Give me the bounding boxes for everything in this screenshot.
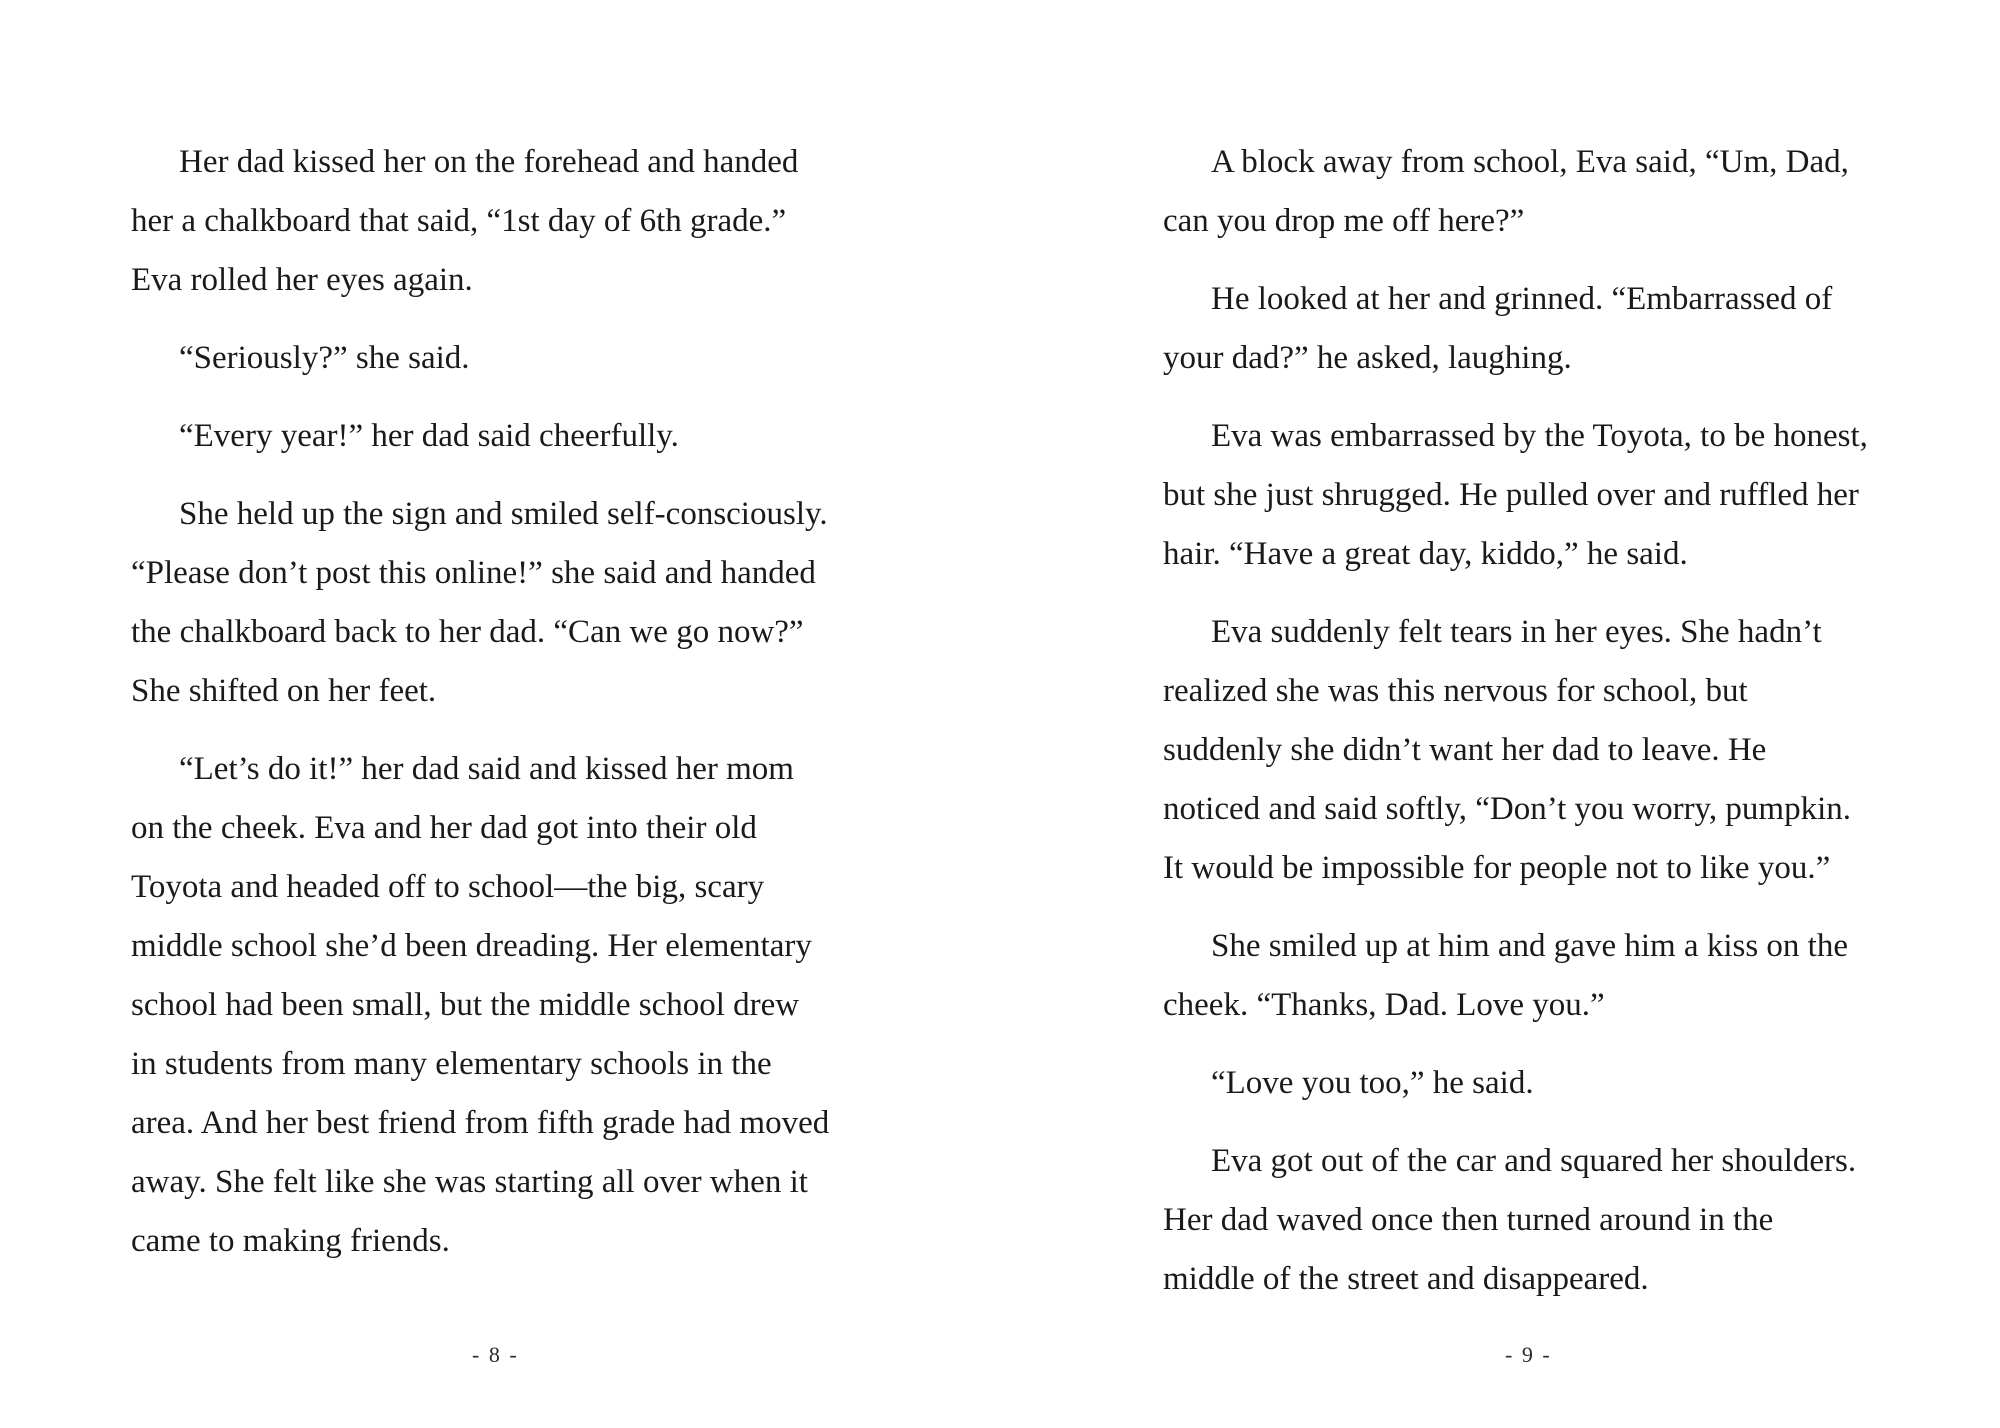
text-line: the chalkboard back to her dad. “Can we go now?” [131,614,804,650]
text-line: area. And her best friend from fifth grade had moved [131,1105,830,1141]
text-line: Her dad kissed her on the forehead and handed [179,144,799,180]
text-line: “Love you too,” he said. [1211,1065,1534,1101]
paragraph [131,133,861,310]
text-line: Toyota and headed off to school—the big, scary [131,869,765,905]
paragraph [1163,917,1893,1035]
text-line: It would be impossible for people not to like you.” [1163,850,1831,886]
text-line: A block away from school, Eva said, “Um, Dad, [1211,144,1849,180]
text-line: came to making friends. [131,1223,450,1259]
text-line: She held up the sign and smiled self-consciously. [179,496,828,532]
text-line: She shifted on her feet. [131,673,437,709]
text-line: Eva rolled her eyes again. [131,262,473,298]
text-line: noticed and said softly, “Don’t you worry, pumpkin. [1163,791,1852,827]
page-number: - 8 - [472,1342,519,1367]
text-line: away. She felt like she was starting all over when it [131,1164,808,1200]
paragraph [1163,603,1893,898]
paragraph [1163,407,1893,584]
text-line: suddenly she didn’t want her dad to leave. He [1163,732,1767,768]
text-line: “Seriously?” she said. [179,340,470,376]
text-line: He looked at her and grinned. “Embarrassed of [1211,281,1833,317]
text-line: middle of the street and disappeared. [1163,1261,1649,1297]
paragraph [1163,270,1893,388]
text-line: cheek. “Thanks, Dad. Love you.” [1163,987,1605,1023]
text-line: Eva got out of the car and squared her shoulders. [1211,1143,1857,1179]
text-line: her a chalkboard that said, “1st day of 6th grade.” [131,203,787,239]
text-line: in students from many elementary schools in the [131,1046,772,1082]
text-line: Eva was embarrassed by the Toyota, to be honest, [1211,418,1868,454]
paragraph [1163,133,1893,251]
text-line: “Please don’t post this online!” she said and handed [131,555,816,591]
paragraph [131,329,861,388]
paragraph [1163,1132,1893,1309]
text-line: your dad?” he asked, laughing. [1163,340,1572,376]
text-line: Eva suddenly felt tears in her eyes. She hadn’t [1211,614,1822,650]
text-line: can you drop me off here?” [1163,203,1525,239]
text-line: Her dad waved once then turned around in the [1163,1202,1774,1238]
paragraph [131,740,861,1271]
left-page [131,133,861,1290]
text-line: “Every year!” her dad said cheerfully. [179,418,679,454]
text-line: hair. “Have a great day, kiddo,” he said. [1163,536,1688,572]
text-line: but she just shrugged. He pulled over and ruffled her [1163,477,1859,513]
paragraph [131,407,861,466]
text-line: on the cheek. Eva and her dad got into their old [131,810,757,846]
right-page [1163,133,1893,1328]
text-line: realized she was this nervous for school, but [1163,673,1748,709]
page-number: - 9 - [1505,1342,1552,1367]
paragraph [1163,1054,1893,1113]
paragraph [131,485,861,721]
text-line: She smiled up at him and gave him a kiss on the [1211,928,1848,964]
text-line: school had been small, but the middle school drew [131,987,800,1023]
text-line: “Let’s do it!” her dad said and kissed her mom [179,751,794,787]
text-line: middle school she’d been dreading. Her elementary [131,928,812,964]
